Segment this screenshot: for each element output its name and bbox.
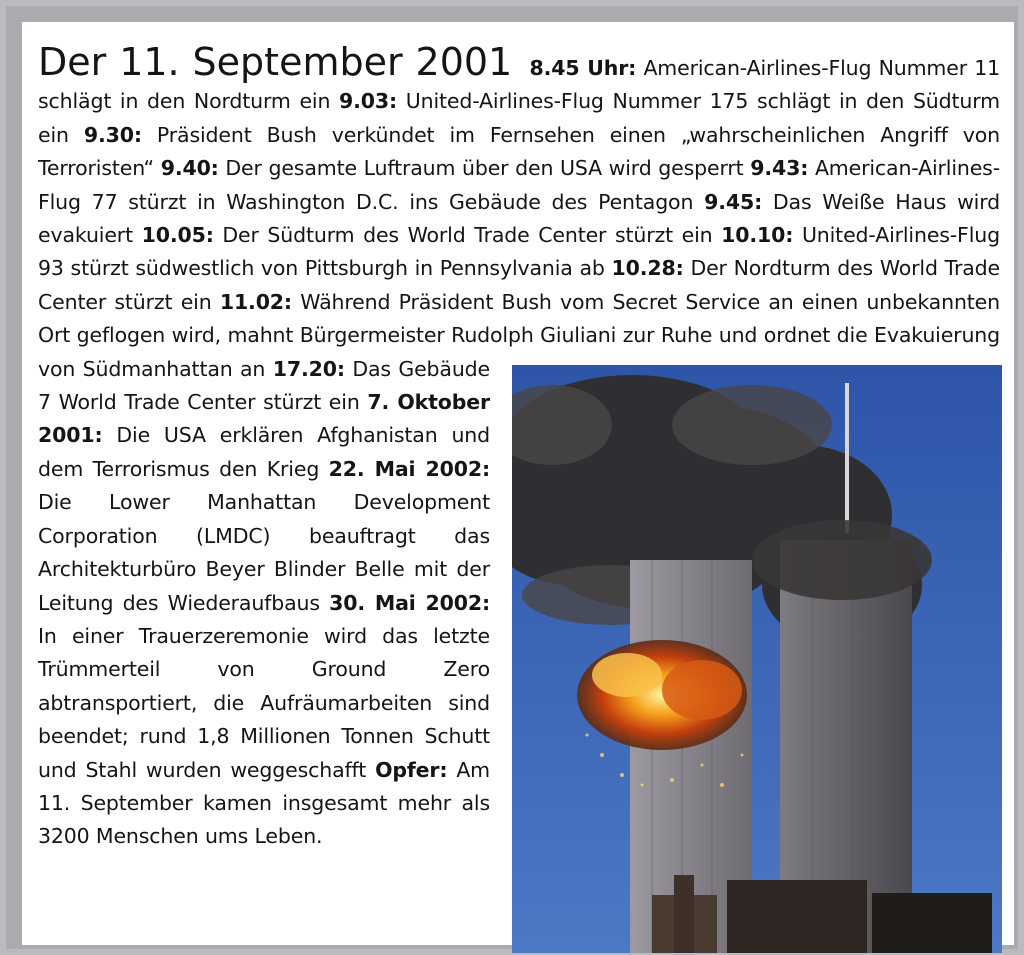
entry-14: Opfer: Am 11. September kamen insgesamt mehr als 3200 Menschen ums Leben. [38, 757, 491, 849]
article-panel [22, 22, 1014, 945]
entry-6: 10.05: Der Südturm des World Trade Center stürzt ein [141, 223, 713, 248]
page-frame [6, 6, 1018, 949]
wtc-photo [512, 365, 1002, 953]
entry-0: 8.45 Uhr: American-Airlines-Flug Nummer 11 schlägt in den Nordturm ein [38, 56, 1000, 114]
entry-12: 22. Mai 2002: Die Lower Manhattan Development Corporation (LMDC) beauftragt das Architekturbüro Beyer Blinder Belle mit der Leitung des Wiederaufbaus [38, 456, 491, 615]
entry-4: 9.43: American-Airlines-Flug 77 stürzt in Washington D.C. ins Gebäude des Pentagon [38, 156, 1000, 214]
entry-2: 9.30: Präsident Bush verkündet im Fernsehen einen „wahrscheinlichen Angriff von Terroristen“ [38, 122, 1001, 181]
entry-1: 9.03: United-Airlines-Flug Nummer 175 schlägt in den Südturm ein [38, 89, 1000, 147]
entry-3: 9.40: Der gesamte Luftraum über den USA wird gesperrt [160, 156, 744, 181]
article-title: Der 11. September 2001 [38, 40, 513, 84]
entry-9: 11.02: Während Präsident Bush vom Secret Service an einen unbekannten Ort geflogen wird, mahnt Bürgermeister Rudolph Giuliani zur Ruhe und ordnet die Evakuierung von Südmanhattan an [38, 289, 1000, 381]
entry-5: 9.45: Das Weiße Haus wird evakuiert [38, 189, 1001, 248]
entry-7: 10.10: United-Airlines-Flug 93 stürzt südwestlich von Pittsburgh in Pennsylvania ab [38, 223, 1000, 281]
entry-8: 10.28: Der Nordturm des World Trade Center stürzt ein [38, 256, 1000, 314]
entry-10: 17.20: Das Gebäude 7 World Trade Center stürzt ein [38, 356, 491, 415]
entry-11: 7. Oktober 2001: Die USA erklären Afghanistan und dem Terrorismus den Krieg [38, 390, 490, 481]
entry-13: 30. Mai 2002: In einer Trauerzeremonie wird das letzte Trümmerteil von Ground Zero abtransportiert, die Aufräumarbeiten sind beendet; rund 1,8 Millionen Tonnen Schutt und Stahl wurden weggeschafft [38, 590, 491, 782]
article-body [38, 40, 1001, 953]
